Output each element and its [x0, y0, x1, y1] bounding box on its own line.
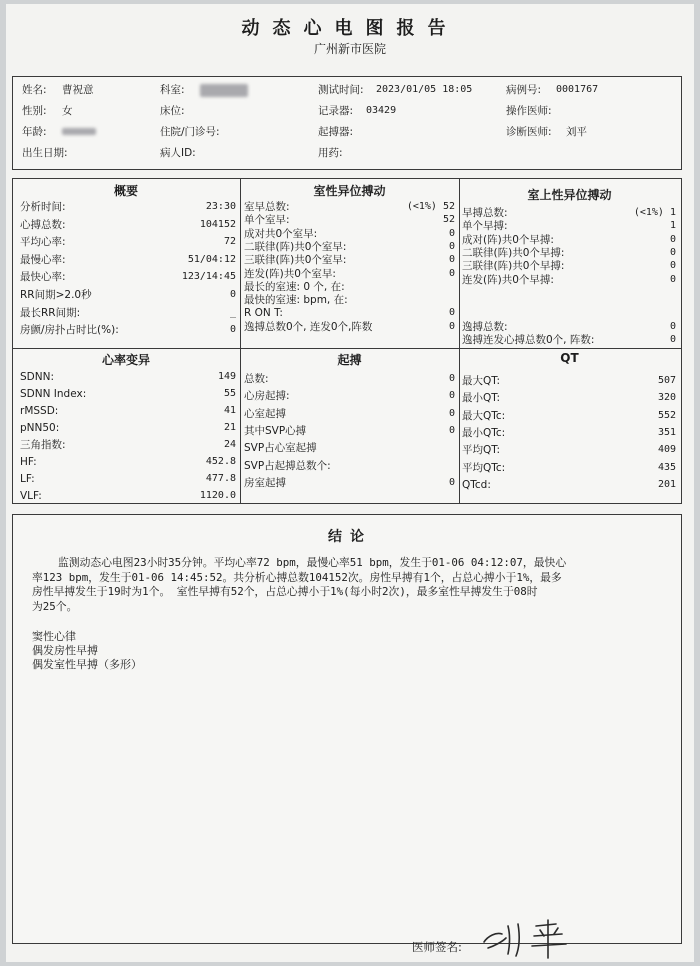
- supraventricular-row-label: 成对(阵)共0个早搏:: [462, 233, 554, 246]
- pacing-row-label: 房室起搏: [244, 476, 286, 489]
- hrv-row-value: 149: [217, 371, 236, 382]
- supraventricular-row-value: 0: [669, 273, 676, 285]
- hrv-row-label: SDNN:: [20, 371, 54, 383]
- pacing-row-label: SVP占起搏总数个:: [244, 459, 331, 472]
- supraventricular-row-label: 二联律(阵)共0个早搏:: [462, 246, 565, 259]
- overview-row-value: 123/14:45: [181, 271, 236, 283]
- ventricular-row-label: 单个室早:: [244, 214, 290, 227]
- qt-row-value: 435: [657, 461, 676, 473]
- pacing-row-label: 心室起搏: [244, 407, 286, 420]
- conclusion-line: 为25个。: [32, 599, 78, 613]
- redacted-dept: [200, 84, 248, 97]
- hrv-row-label: rMSSD:: [20, 405, 59, 417]
- pacing-row-value: 0: [448, 407, 455, 419]
- pacing-title: 起搏: [337, 353, 362, 367]
- finding-2: 偶发房性早搏: [32, 644, 98, 657]
- ventricular-row-value: 0: [448, 227, 455, 239]
- finding-1: 窦性心律: [32, 630, 76, 643]
- hrv-row-value: 21: [223, 422, 236, 433]
- hrv-row-value: 55: [223, 388, 236, 399]
- ventricular-row-value: (<1%) 52: [406, 201, 455, 212]
- qt-row-label: 平均QT:: [462, 444, 501, 457]
- hrv-row-value: 452.8: [205, 456, 236, 467]
- supraventricular-row-label: 逸搏连发心搏总数0个, 阵数:: [462, 334, 595, 347]
- recorder-label: 记录器:: [318, 105, 354, 117]
- hrv-row-value: 24: [223, 439, 236, 450]
- patient-sex: 女: [62, 105, 73, 117]
- signature-label: 医师签名:: [412, 940, 462, 954]
- ventricular-row-label: 最长的室速: 0 个, 在:: [244, 280, 345, 293]
- qt-row-value: 320: [657, 392, 676, 404]
- dept-label: 科室:: [160, 84, 185, 96]
- row-divider: [12, 348, 681, 349]
- qt-row-value: 201: [657, 478, 676, 490]
- qt-row-label: 最小QTc:: [462, 426, 506, 439]
- hrv-row-label: LF:: [20, 473, 35, 485]
- qt-row-label: QTcd:: [462, 478, 491, 491]
- overview-row-label: 最快心率:: [20, 271, 66, 284]
- supraventricular-row-label: 早搏总数:: [462, 207, 508, 219]
- supraventricular-row-label: 三联律(阵)共0个早搏:: [462, 260, 565, 273]
- overview-title: 概要: [113, 184, 138, 198]
- overview-row-value: 0: [229, 324, 236, 336]
- hrv-title: 心率变异: [101, 353, 150, 367]
- hrv-row-label: 三角指数:: [20, 439, 66, 451]
- hrv-row-label: VLF:: [20, 490, 42, 502]
- overview-row-label: 最慢心率:: [20, 253, 66, 266]
- operator-label: 操作医师:: [506, 105, 552, 117]
- overview-row-label: 最长RR间期:: [20, 306, 81, 319]
- diag-doctor: 刘平: [566, 126, 587, 138]
- qt-row-value: 351: [657, 426, 676, 438]
- name-label: 姓名:: [22, 84, 47, 96]
- qt-row-label: 最大QT:: [462, 375, 501, 387]
- conclusion-line: 房性早搏发生于19时为1个。 室性早搏有52个，占总心搏小于1%(每小时2次)，最多室性早搏发生于08时: [32, 585, 538, 598]
- ventricular-row-value: 0: [448, 240, 455, 252]
- hrv-row-value: 477.8: [205, 473, 236, 484]
- qt-row-label: 平均QTc:: [462, 461, 506, 474]
- supraventricular-row-value: (<1%) 1: [633, 207, 676, 218]
- sex-label: 性别:: [22, 105, 47, 117]
- pacing-row-label: SVP占心室起搏: [244, 442, 317, 455]
- pacing-row-label: 其中SVP心搏: [244, 424, 307, 437]
- ventricular-row-label: 成对共0个室早:: [244, 227, 318, 240]
- hrv-row-label: pNN50:: [20, 422, 60, 434]
- supraventricular-row-label: 连发(阵)共0个早搏:: [462, 273, 554, 286]
- overview-row-label: 平均心率:: [20, 236, 66, 249]
- overview-row-label: 分析时间:: [20, 201, 66, 213]
- ventricular-row-label: 室早总数:: [244, 201, 290, 213]
- overview-row-label: 房颤/房扑占时比(%):: [20, 324, 119, 337]
- ventricular-row-value: 0: [448, 307, 455, 319]
- qt-title: QT: [560, 351, 579, 365]
- finding-3: 偶发室性早搏（多形）: [32, 658, 142, 671]
- inpatient-label: 住院/门诊号:: [160, 126, 220, 138]
- redacted-age: [62, 128, 96, 135]
- pacing-row-label: 心房起搏:: [244, 390, 290, 403]
- supraventricular-row-value: 0: [669, 320, 676, 332]
- overview-row-value: 104152: [199, 218, 236, 230]
- hospital-name: 广州新市医院: [313, 42, 386, 56]
- ventricular-row-value: 52: [442, 214, 455, 226]
- ventricular-row-value: 0: [448, 320, 455, 332]
- case-no: 0001767: [556, 84, 599, 95]
- ventricular-row-label: 连发(阵)共0个室早:: [244, 267, 336, 280]
- qt-row-label: 最小QT:: [462, 392, 501, 405]
- overview-row-value: 23:30: [205, 201, 236, 212]
- recorder-no: 03429: [366, 105, 397, 116]
- overview-row-value: _: [229, 306, 236, 318]
- pacing-row-value: 0: [448, 476, 455, 488]
- test-time-label: 测试时间:: [318, 84, 364, 96]
- col-divider-1: [240, 178, 241, 503]
- qt-row-value: 552: [657, 409, 676, 421]
- report-title: 动态心电图报告: [241, 18, 459, 39]
- conclusion-line: 监测动态心电图23小时35分钟。平均心率72 bpm，最慢心率51 bpm，发生于01-06 04:12:07，最快心: [32, 556, 567, 569]
- ventricular-row-label: 逸搏总数0个, 连发0个,阵数: [244, 320, 373, 333]
- col-divider-2: [459, 178, 460, 503]
- supraventricular-row-value: 0: [669, 260, 676, 272]
- patient-id-label: 病人ID:: [160, 147, 196, 159]
- overview-row-value: 0: [229, 289, 236, 300]
- qt-row-label: 最大QTc:: [462, 409, 506, 422]
- age-label: 年龄:: [22, 126, 47, 138]
- ventricular-row-value: 0: [448, 267, 455, 279]
- pacing-row-value: 0: [448, 390, 455, 402]
- hrv-row-label: HF:: [20, 456, 37, 468]
- test-time: 2023/01/05 18:05: [376, 84, 473, 95]
- conclusion-title: 结论: [328, 529, 372, 545]
- ventricular-title: 室性异位搏动: [313, 184, 386, 198]
- overview-row-label: 心搏总数:: [20, 218, 66, 231]
- ventricular-row-label: 最快的室速: bpm, 在:: [244, 294, 348, 307]
- ventricular-row-label: 二联律(阵)共0个室早:: [244, 240, 347, 253]
- conclusion-line: 率123 bpm，发生于01-06 14:45:52。共分析心搏总数104152次。房性早搏有1个，占总心搏小于1%，最多: [32, 570, 562, 584]
- overview-row-value: 72: [223, 236, 236, 248]
- hrv-row-label: SDNN Index:: [20, 388, 87, 400]
- patient-name: 曹祝意: [62, 84, 94, 96]
- supraventricular-row-label: 单个早搏:: [462, 220, 508, 233]
- bed-label: 床位:: [160, 105, 185, 117]
- handwritten-signature: [478, 912, 588, 960]
- overview-row-label: RR间期>2.0秒: [20, 289, 92, 301]
- pacing-row-value: 0: [448, 424, 455, 436]
- supraventricular-row-value: 0: [669, 233, 676, 245]
- conclusion-paragraph: [32, 556, 666, 614]
- supraventricular-row-label: 逸搏总数:: [462, 320, 508, 333]
- ventricular-row-value: 0: [448, 254, 455, 266]
- dob-label: 出生日期:: [22, 147, 68, 159]
- pacing-row-label: 总数:: [244, 373, 269, 385]
- ventricular-row-label: R ON T:: [244, 307, 283, 320]
- diag-doctor-label: 诊断医师:: [506, 126, 552, 138]
- qt-row-value: 409: [657, 444, 676, 456]
- hrv-row-value: 41: [223, 405, 236, 416]
- supraventricular-row-value: 0: [669, 334, 676, 346]
- pacemaker-label: 起搏器:: [318, 126, 354, 138]
- supraventricular-row-value: 0: [669, 246, 676, 258]
- hrv-row-value: 1120.0: [199, 490, 236, 501]
- pacing-row-value: 0: [448, 373, 455, 384]
- supraventricular-title: 室上性异位搏动: [527, 188, 612, 202]
- overview-row-value: 51/04:12: [187, 253, 236, 265]
- drug-label: 用药:: [318, 147, 343, 159]
- supraventricular-row-value: 1: [669, 220, 676, 232]
- qt-row-value: 507: [657, 375, 676, 386]
- ventricular-row-label: 三联律(阵)共0个室早:: [244, 254, 347, 267]
- case-no-label: 病例号:: [506, 84, 542, 96]
